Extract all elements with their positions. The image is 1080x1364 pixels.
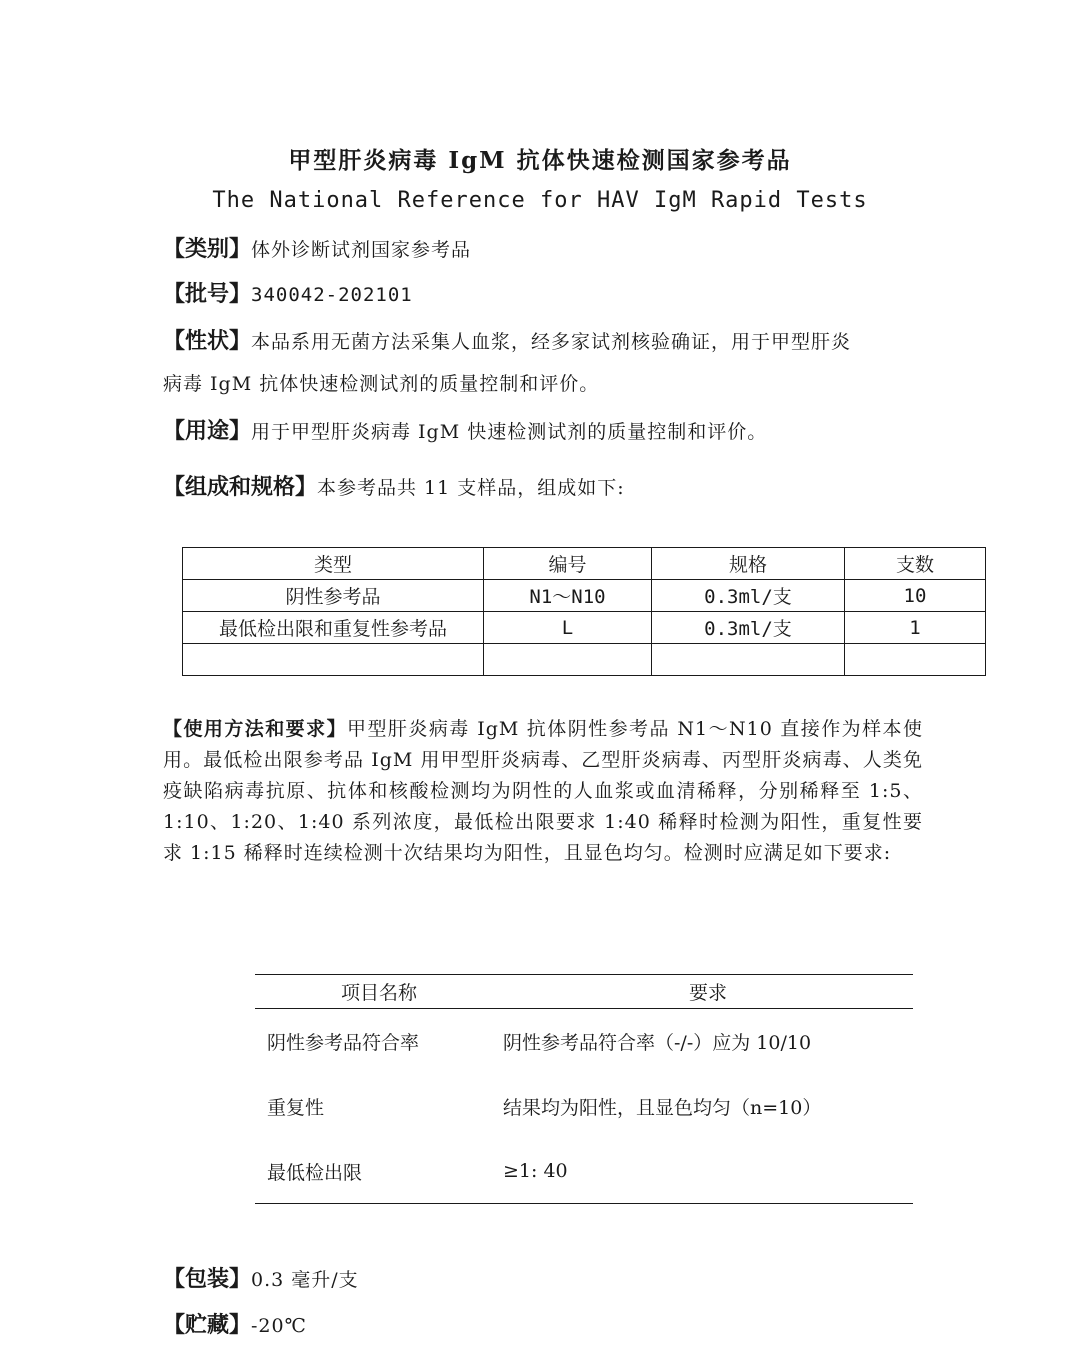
table-row (183, 612, 986, 644)
packaging-value: 0.3 毫升/支 (251, 1269, 359, 1291)
spec-cell: 最低检出限和重复性参考品 (183, 612, 484, 644)
properties-line2: 病毒 IgM 抗体快速检测试剂的质量控制和评价。 (163, 373, 600, 395)
usage-label: 【用途】 (163, 418, 252, 444)
method-text: 甲型肝炎病毒 IgM 抗体阴性参考品 N1～N10 直接作为样本使用。最低检出限参考品 IgM 用甲型肝炎病毒、乙型肝炎病毒、丙型肝炎病毒、人类免疫缺陷病毒抗原、抗体和核酸检测均为阴性的人血浆或血清稀释，分别稀释至 1:5、1:10、1:20、1:40 系列浓度，最低检出限要求 1:40 稀释时检测为阳性，重复性要求 1:15 稀释时连续检测十次结果均为阳性，且显色均匀。检测时应满足如下要求: (163, 718, 923, 864)
req-cell-item: 重复性 (267, 1097, 325, 1119)
category-field (163, 228, 923, 271)
spec-table (182, 547, 986, 676)
packaging-label: 【包装】 (163, 1266, 252, 1292)
properties-label: 【性状】 (163, 328, 252, 354)
composition-value: 本参考品共 11 支样品，组成如下: (317, 477, 625, 499)
method-field (163, 714, 923, 869)
req-cell-item: 最低检出限 (255, 1139, 503, 1204)
document-title-en: The National Reference for HAV IgM Rapid Tests (212, 188, 868, 213)
req-header-requirement: 要求 (503, 975, 913, 1009)
composition-label: 【组成和规格】 (163, 474, 318, 500)
properties-field (163, 320, 923, 405)
spec-header-type: 类型 (183, 548, 484, 580)
spec-header-code: 编号 (484, 548, 652, 580)
spec-cell (845, 644, 986, 676)
spec-cell: 0.3ml/支 (652, 580, 845, 612)
req-cell-item: 阴性参考品符合率 (267, 1032, 420, 1054)
storage-label: 【贮藏】 (163, 1312, 252, 1338)
spec-cell: 0.3ml/支 (652, 612, 845, 644)
composition-field (163, 466, 923, 509)
spec-cell: 1 (845, 612, 986, 644)
properties-line1: 本品系用无菌方法采集人血浆，经多家试剂核验确证，用于甲型肝炎 (251, 331, 852, 353)
spec-header-count: 支数 (845, 548, 986, 580)
storage-field (163, 1304, 923, 1347)
req-cell-requirement: ≥1: 40 (503, 1139, 913, 1204)
spec-cell (484, 644, 652, 676)
req-cell-requirement: 阴性参考品符合率（-/-）应为 10/10 (503, 1032, 812, 1054)
spec-cell (652, 644, 845, 676)
table-row (255, 1074, 913, 1139)
category-value: 体外诊断试剂国家参考品 (251, 239, 472, 261)
spec-cell: 阴性参考品 (183, 580, 484, 612)
req-header-item: 项目名称 (255, 975, 503, 1009)
storage-value: -20℃ (251, 1315, 307, 1337)
spec-cell: 10 (845, 580, 986, 612)
spec-cell: N1～N10 (484, 580, 652, 612)
packaging-field (163, 1258, 923, 1301)
table-row (183, 644, 986, 676)
table-row (183, 580, 986, 612)
usage-value: 用于甲型肝炎病毒 IgM 快速检测试剂的质量控制和评价。 (251, 421, 768, 443)
spec-cell: L (484, 612, 652, 644)
spec-header-spec: 规格 (652, 548, 845, 580)
usage-field (163, 410, 923, 453)
batch-field (163, 273, 923, 316)
spec-cell (183, 644, 484, 676)
requirements-table (255, 974, 913, 1204)
document-title-cn: 甲型肝炎病毒 IgM 抗体快速检测国家参考品 (288, 147, 792, 174)
table-row (255, 1009, 913, 1075)
table-row (255, 1139, 913, 1204)
batch-value: 340042-202101 (251, 284, 413, 306)
method-label: 【使用方法和要求】 (163, 718, 348, 740)
spec-table-header (183, 548, 986, 580)
category-label: 【类别】 (163, 236, 252, 262)
batch-label: 【批号】 (163, 281, 252, 307)
req-cell-requirement: 结果均为阳性，且显色均匀（n=10） (503, 1097, 822, 1119)
requirements-table-header (255, 975, 913, 1009)
